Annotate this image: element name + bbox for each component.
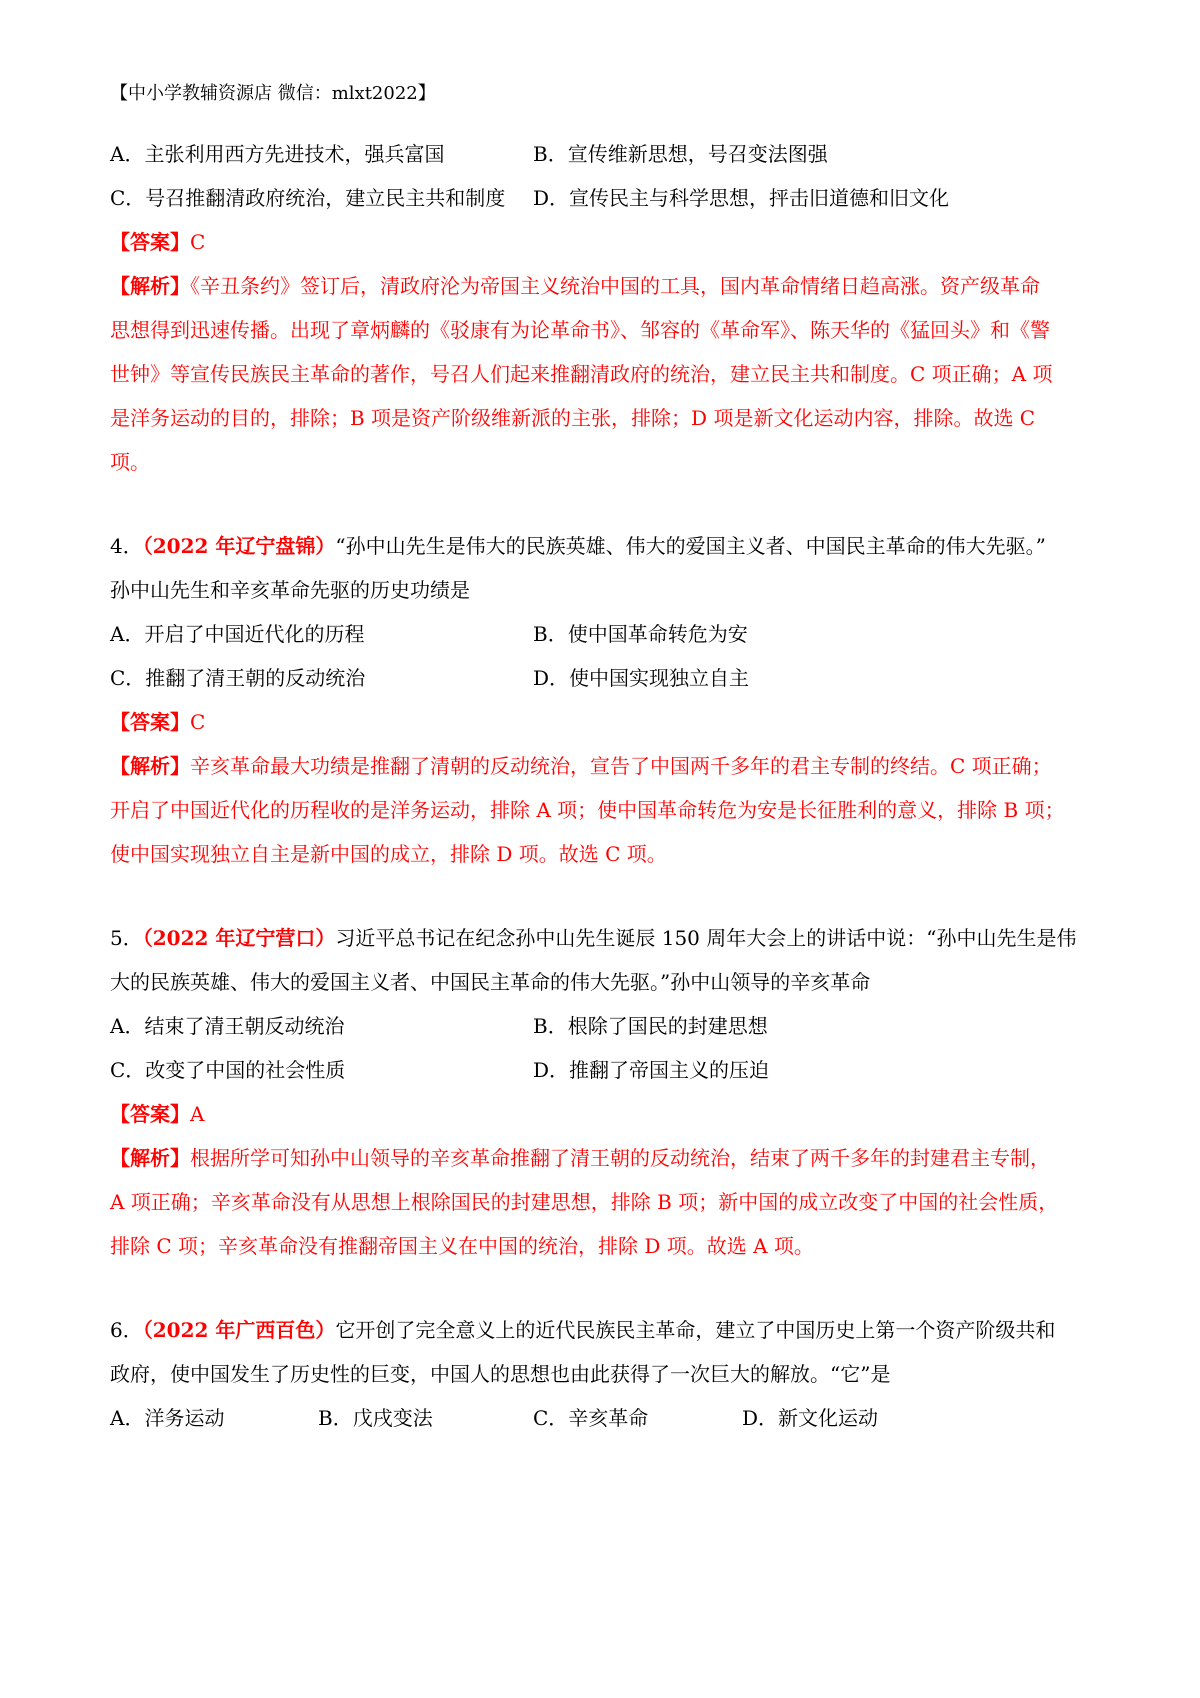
q4-option-a[interactable]: A．开启了中国近代化的历程 xyxy=(110,622,365,646)
q5-analysis-line-2: A 项正确；辛亥革命没有从思想上根除国民的封建思想，排除 B 项；新中国的成立改变了中国的社会性质， xyxy=(110,1190,1059,1214)
q3-analysis-label: 【解析】 xyxy=(110,274,190,298)
q3-option-c[interactable]: C．号召推翻清政府统治，建立民主共和制度 xyxy=(110,186,506,210)
q5-analysis-line-3: 排除 C 项；辛亥革命没有推翻帝国主义在中国的统治，排除 D 项。故选 A 项。 xyxy=(110,1234,814,1258)
q5-source: （2022 年辽宁营口） xyxy=(142,926,336,950)
q5-option-a[interactable]: A．结束了清王朝反动统治 xyxy=(110,1014,345,1038)
q4-option-c[interactable]: C．推翻了清王朝的反动统治 xyxy=(110,666,366,690)
q5-analysis-label: 【解析】 xyxy=(110,1146,190,1170)
q4-stem-line-2: 孙中山先生和辛亥革命先驱的历史功绩是 xyxy=(110,578,470,602)
q3-option-a[interactable]: A．主张利用西方先进技术，强兵富国 xyxy=(110,142,445,166)
q4-stem-text-1: “孙中山先生是伟大的民族英雄、伟大的爱国主义者、中国民主革命的伟大先驱。” xyxy=(335,534,1046,558)
q3-option-b[interactable]: B．宣传维新思想，号召变法图强 xyxy=(533,142,828,166)
q3-analysis-line-2: 思想得到迅速传播。出现了章炳麟的《驳康有为论革命书》、邹容的《革命军》、陈天华的《猛回头》和《警 xyxy=(110,318,1050,342)
q3-option-d[interactable]: D．宣传民主与科学思想，抨击旧道德和旧文化 xyxy=(533,186,950,210)
q4-analysis-line-2: 开启了中国近代化的历程收的是洋务运动，排除 A 项；使中国革命转危为安是长征胜利的意义，排除 B 项； xyxy=(110,798,1065,822)
q5-answer-label: 【答案】 xyxy=(110,1102,190,1126)
q3-analysis-line-1 xyxy=(110,272,1100,300)
q4-analysis-text-1: 辛亥革命最大功绩是推翻了清朝的反动统治，宣告了中国两千多年的君主专制的终结。C 项正确； xyxy=(190,754,1052,778)
q4-answer-label: 【答案】 xyxy=(110,710,190,734)
q4-analysis-label: 【解析】 xyxy=(110,754,190,778)
q5-stem-text-1: 习近平总书记在纪念孙中山先生诞辰 150 周年大会上的讲话中说：“孙中山先生是伟 xyxy=(335,926,1077,950)
q3-analysis-line-4: 是洋务运动的目的，排除；B 项是资产阶级维新派的主张，排除；D 项是新文化运动内容，排除。故选 C xyxy=(110,406,1036,430)
q4-stem-line-1 xyxy=(110,532,1100,560)
q6-source: （2022 年广西百色） xyxy=(142,1318,336,1342)
q6-option-a[interactable]: A．洋务运动 xyxy=(110,1406,225,1430)
q4-analysis-line-3: 使中国实现独立自主是新中国的成立，排除 D 项。故选 C 项。 xyxy=(110,842,667,866)
q3-analysis-text-1: 《辛丑条约》签订后，清政府沦为帝国主义统治中国的工具，国内革命情绪日趋高涨。资产级革命 xyxy=(190,274,1040,298)
q5-answer-value: A xyxy=(190,1102,205,1126)
q6-stem-line-2: 政府，使中国发生了历史性的巨变，中国人的思想也由此获得了一次巨大的解放。“它”是 xyxy=(110,1362,891,1386)
q5-stem-line-1 xyxy=(110,924,1100,952)
q6-option-c[interactable]: C．辛亥革命 xyxy=(533,1406,649,1430)
q5-number: 5． xyxy=(110,926,143,950)
q6-stem-text-1: 它开创了完全意义上的近代民族民主革命，建立了中国历史上第一个资产阶级共和 xyxy=(335,1318,1056,1342)
q5-analysis-line-1 xyxy=(110,1144,1100,1172)
q5-option-b[interactable]: B．根除了国民的封建思想 xyxy=(533,1014,768,1038)
q4-answer xyxy=(110,708,1100,736)
q5-analysis-text-1: 根据所学可知孙中山领导的辛亥革命推翻了清王朝的反动统治，结束了两千多年的封建君主专制， xyxy=(190,1146,1050,1170)
q4-source: （2022 年辽宁盘锦） xyxy=(142,534,336,558)
q6-stem-line-1 xyxy=(110,1316,1100,1344)
q3-answer xyxy=(110,228,1100,256)
q4-option-d[interactable]: D．使中国实现独立自主 xyxy=(533,666,750,690)
q6-option-b[interactable]: B．戊戌变法 xyxy=(318,1406,433,1430)
q6-number: 6． xyxy=(110,1318,143,1342)
q5-answer xyxy=(110,1100,1100,1128)
q5-stem-line-2: 大的民族英雄、伟大的爱国主义者、中国民主革命的伟大先驱。”孙中山领导的辛亥革命 xyxy=(110,970,871,994)
q6-option-d[interactable]: D．新文化运动 xyxy=(742,1406,879,1430)
q4-analysis-line-1 xyxy=(110,752,1100,780)
q4-answer-value: C xyxy=(190,710,206,734)
page-header: 【中小学教辅资源店 微信：mlxt2022】 xyxy=(110,83,436,104)
q3-answer-label: 【答案】 xyxy=(110,230,190,254)
q3-analysis-line-5: 项。 xyxy=(110,450,150,474)
q5-option-d[interactable]: D．推翻了帝国主义的压迫 xyxy=(533,1058,770,1082)
q3-analysis-line-3: 世钟》等宣传民族民主革命的著作，号召人们起来推翻清政府的统治，建立民主共和制度。C 项正确；A 项 xyxy=(110,362,1053,386)
q5-option-c[interactable]: C．改变了中国的社会性质 xyxy=(110,1058,346,1082)
q4-option-b[interactable]: B．使中国革命转危为安 xyxy=(533,622,748,646)
q3-answer-value: C xyxy=(190,230,206,254)
q4-number: 4． xyxy=(110,534,143,558)
